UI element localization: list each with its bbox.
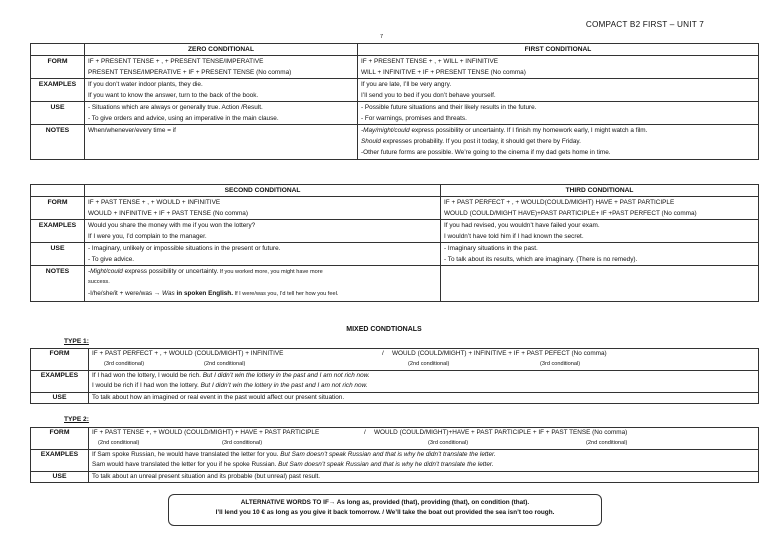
third-use-cell: - Imaginary situations in the past. - To talk about its results, which are imaginary. (There is no remedy).	[441, 243, 759, 266]
alternative-words-box	[168, 494, 602, 526]
type2-label: TYPE 2:	[64, 416, 89, 423]
second-notes-cell: -Might/could express possibility or uncertainty. If you worked more, you might have more success. -I/he/she/it + were/was → Was in spoken English. If I were/was you, I’d tell her how you feel.	[85, 266, 441, 302]
first-notes-cell: -May/might/could express possibility or uncertainty. If I finish my homework early, I might watch a film. Should expresses probability. If you post it today, it should get there by Friday. -Other future forms are possible. We’re going to the cinema if my dad gets home in time.	[358, 125, 759, 160]
right-arrow-icon: →	[153, 290, 161, 297]
use-label: USE	[31, 243, 85, 266]
mixed-type1-table	[30, 348, 759, 404]
examples-label: EXAMPLES	[31, 220, 85, 243]
page-title: COMPACT B2 FIRST – UNIT 7	[585, 20, 704, 29]
alternative-words-list: As long as, provided (that), providing (that), on condition (that).	[335, 499, 530, 506]
examples-label: EXAMPLES	[31, 371, 89, 393]
zero-examples-cell: If you don’t water indoor plants, they die. If you want to know the answer, turn to the back of the book.	[85, 79, 358, 102]
type1-use-cell: To talk about how an imagined or real event in the past would affect our present situation.	[89, 393, 759, 404]
page-number: 7	[380, 34, 384, 40]
third-conditional-header: THIRD CONDITIONAL	[441, 185, 759, 197]
zero-notes-cell: When/whenever/every time = if	[85, 125, 358, 160]
type2-form-cell: IF + PAST TENSE +, + WOULD (COULD/MIGHT) + HAVE + PAST PARTICIPLE / WOULD (COULD/MIGHT)+HAVE + PAST PARTICIPLE + IF + PAST TENSE (No comma) (2nd conditional) (3rd conditional) (3rd conditional) (2nd conditional)	[89, 428, 759, 450]
second-examples-cell: Would you share the money with me if you won the lottery? If I were you, I’d complain to the manager.	[85, 220, 441, 243]
right-arrow-icon: →	[328, 499, 336, 506]
first-form-cell: IF + PRESENT TENSE + , + WILL + INFINITIVE WILL + INFINITIVE + IF + PRESENT TENSE (No comma)	[358, 56, 759, 79]
second-use-cell: - Imaginary, unlikely or impossible situations in the present or future. - To give advice.	[85, 243, 441, 266]
type1-examples-cell: If I had won the lottery, I would be rich. But I didn’t win the lottery in the past and I am not rich now. I would be rich if I had won the lottery. But I didn’t win the lottery in the past and I am not rich now.	[89, 371, 759, 393]
first-use-cell: - Possible future situations and their likely results in the future. - For warnings, promises and threats.	[358, 102, 759, 125]
first-conditional-header: FIRST CONDITIONAL	[358, 44, 759, 56]
use-label: USE	[31, 393, 89, 404]
second-third-table	[30, 184, 759, 302]
slash-divider: /	[382, 350, 384, 357]
slash-divider: /	[364, 429, 366, 436]
alternative-words-example: I’ll lend you 10 € as long as you give it back tomorrow. / We’ll take the boat out provided the sea isn’t too rough.	[215, 509, 555, 516]
form-label: FORM	[31, 197, 85, 220]
third-notes-cell	[441, 266, 759, 302]
zero-use-cell: - Situations which are always or generally true. Action /Result. - To give orders and advice, using an imperative in the main clause.	[85, 102, 358, 125]
second-form-cell: IF + PAST TENSE + , + WOULD + INFINITIVE WOULD + INFINITIVE + IF + PAST TENSE (No comma)	[85, 197, 441, 220]
type2-use-cell: To talk about an unreal present situation and its probable (but unreal) past result.	[89, 472, 759, 483]
form-label: FORM	[31, 349, 89, 371]
alternative-words-label: ALTERNATIVE WORDS TO IF	[240, 499, 329, 506]
examples-label: EXAMPLES	[31, 450, 89, 472]
type2-examples-cell: If Sam spoke Russian, he would have translated the letter for you. But Sam doesn’t speak Russian and that is why he didn’t translate the letter. Sam would have translated the letter for you if he spoke Russian. But Sam doesn’t speak Russian and that is why he didn’t translate the letter.	[89, 450, 759, 472]
use-label: USE	[31, 102, 85, 125]
second-conditional-header: SECOND CONDITIONAL	[85, 185, 441, 197]
notes-label: NOTES	[31, 266, 85, 302]
mixed-conditionals-title: MIXED CONDTIONALS	[346, 326, 422, 333]
form-label: FORM	[31, 428, 89, 450]
mixed-type2-table	[30, 427, 759, 483]
zero-first-table	[30, 43, 759, 160]
notes-label: NOTES	[31, 125, 85, 160]
zero-form-cell: IF + PRESENT TENSE + , + PRESENT TENSE/IMPERATIVE PRESENT TENSE/IMPERATIVE + IF + PRESENT TENSE (No comma)	[85, 56, 358, 79]
type1-form-cell: IF + PAST PERFECT + , + WOULD (COULD/MIGHT) + INFINITIVE / WOULD (COULD/MIGHT) + INFINITIVE + IF + PAST PEFECT (No comma) (3rd conditional) (2nd conditional) (2nd conditional) (3rd conditional)	[89, 349, 759, 371]
first-examples-cell: If you are late, I’ll be very angry. I’ll send you to bed if you don’t behave yourself.	[358, 79, 759, 102]
third-examples-cell: If you had revised, you wouldn’t have failed your exam. I wouldn’t have told him if I had known the secret.	[441, 220, 759, 243]
use-label: USE	[31, 472, 89, 483]
third-form-cell: IF + PAST PERFECT + , + WOULD(COULD/MIGHT) HAVE + PAST PARTICIPLE WOULD (COULD/MIGHT HAVE)+PAST PARTICIPLE+ IF +PAST PERFECT (No comma)	[441, 197, 759, 220]
zero-conditional-header: ZERO CONDITIONAL	[85, 44, 358, 56]
type1-label: TYPE 1:	[64, 338, 89, 345]
examples-label: EXAMPLES	[31, 79, 85, 102]
form-label: FORM	[31, 56, 85, 79]
